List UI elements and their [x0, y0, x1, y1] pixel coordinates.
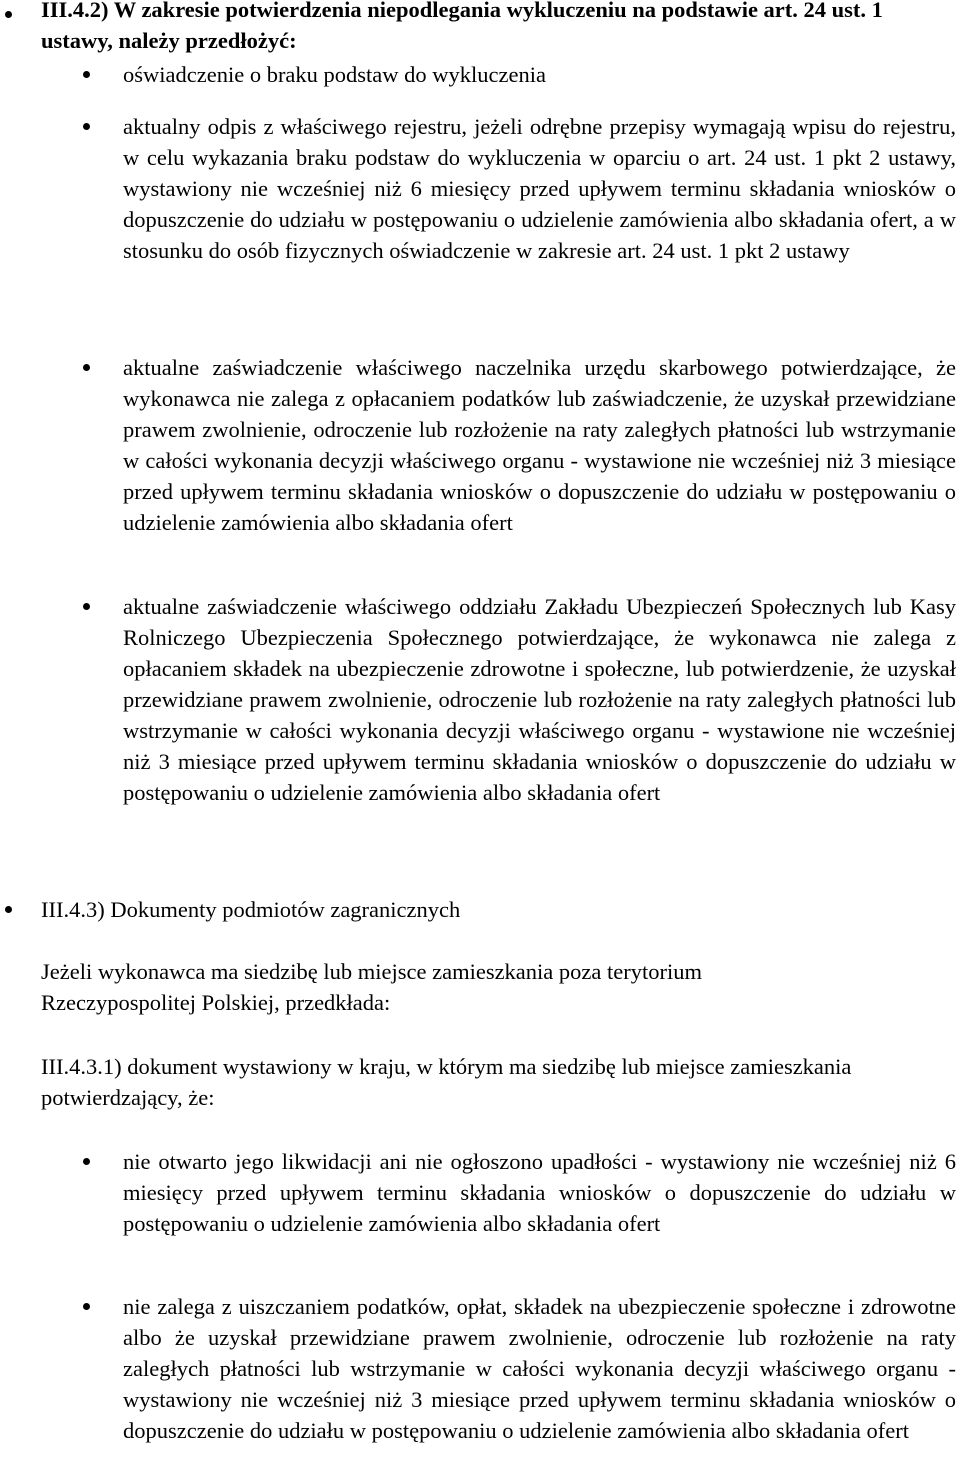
list-item: nie otwarto jego likwidacji ani nie ogłoszono upadłości - wystawiony nie wcześniej niż 6 miesięcy przed upływem terminu składania wniosków o dopuszczenie do udziału w postępowaniu o udzielenie zamówienia albo składania ofert — [123, 1149, 956, 1236]
bullet-icon — [5, 11, 12, 18]
sub-heading-iii-4-3-1: III.4.3.1) dokument wystawiony w kraju, w którym ma siedzibę lub miejsce zamieszkania potwierdzający, że: — [41, 1054, 852, 1110]
bullet-icon — [5, 906, 12, 913]
list-item: aktualny odpis z właściwego rejestru, jeżeli odrębne przepisy wymagają wpisu do rejestru, w celu wykazania braku podstaw do wykluczenia w oparciu o art. 24 ust. 1 pkt 2 ustawy, wystawiony nie wcześniej niż 6 miesięcy przed upływem terminu składania wniosków o dopuszczenie do udziału w postępowaniu o udzielenie zamówienia albo składania ofert, a w stosunku do osób fizycznych oświadczenie w zakresie art. 24 ust. 1 pkt 2 ustawy — [123, 114, 956, 263]
bullet-icon — [83, 1303, 90, 1310]
bullet-icon — [83, 71, 90, 78]
bullet-icon — [83, 123, 90, 130]
list-item: aktualne zaświadczenie właściwego oddziału Zakładu Ubezpieczeń Społecznych lub Kasy Rolniczego Ubezpieczenia Społecznego potwierdzające, że wykonawca nie zalega z opłacaniem składek na ubezpieczenie zdrowotne i społeczne, lub potwierdzenie, że uzyskał przewidziane prawem zwolnienie, odroczenie lub rozłożenie na raty zaległych płatności lub wstrzymanie w całości wykonania decyzji właściwego organu - wystawione nie wcześniej niż 3 miesiące przed upływem terminu składania wniosków o dopuszczenie do udziału w postępowaniu o udzielenie zamówienia albo składania ofert — [123, 594, 956, 805]
list-item: aktualne zaświadczenie właściwego naczelnika urzędu skarbowego potwierdzające, że wykonawca nie zalega z opłacaniem podatków lub zaświadczenie, że uzyskał przewidziane prawem zwolnienie, odroczenie lub rozłożenie na raty zaległych płatności lub wstrzymanie w całości wykonania decyzji właściwego organu - wystawione nie wcześniej niż 3 miesiące przed upływem terminu składania wniosków o dopuszczenie do udziału w postępowaniu o udzielenie zamówienia albo składania ofert — [123, 355, 956, 535]
bullet-icon — [83, 364, 90, 371]
section-heading-iii-4-2: III.4.2) W zakresie potwierdzenia niepodlegania wykluczeniu na podstawie art. 24 ust. 1 ustawy, należy przedłożyć: — [41, 0, 883, 53]
list-item: nie zalega z uiszczaniem podatków, opłat, składek na ubezpieczenie społeczne i zdrowotne albo że uzyskał przewidziane prawem zwolnienie, odroczenie lub rozłożenie na raty zaległych płatności lub wstrzymanie w całości wykonania decyzji właściwego organu - wystawiony nie wcześniej niż 3 miesiące przed upływem terminu składania wniosków o dopuszczenie do udziału w postępowaniu o udzielenie zamówienia albo składania ofert — [123, 1294, 956, 1443]
bullet-icon — [83, 1158, 90, 1165]
intro-paragraph: Jeżeli wykonawca ma siedzibę lub miejsce zamieszkania poza terytorium Rzeczypospolitej Polskiej, przedkłada: — [41, 959, 702, 1015]
bullet-icon — [83, 603, 90, 610]
list-item: oświadczenie o braku podstaw do wykluczenia — [123, 62, 546, 87]
section-heading-iii-4-3: III.4.3) Dokumenty podmiotów zagranicznych — [41, 897, 461, 922]
